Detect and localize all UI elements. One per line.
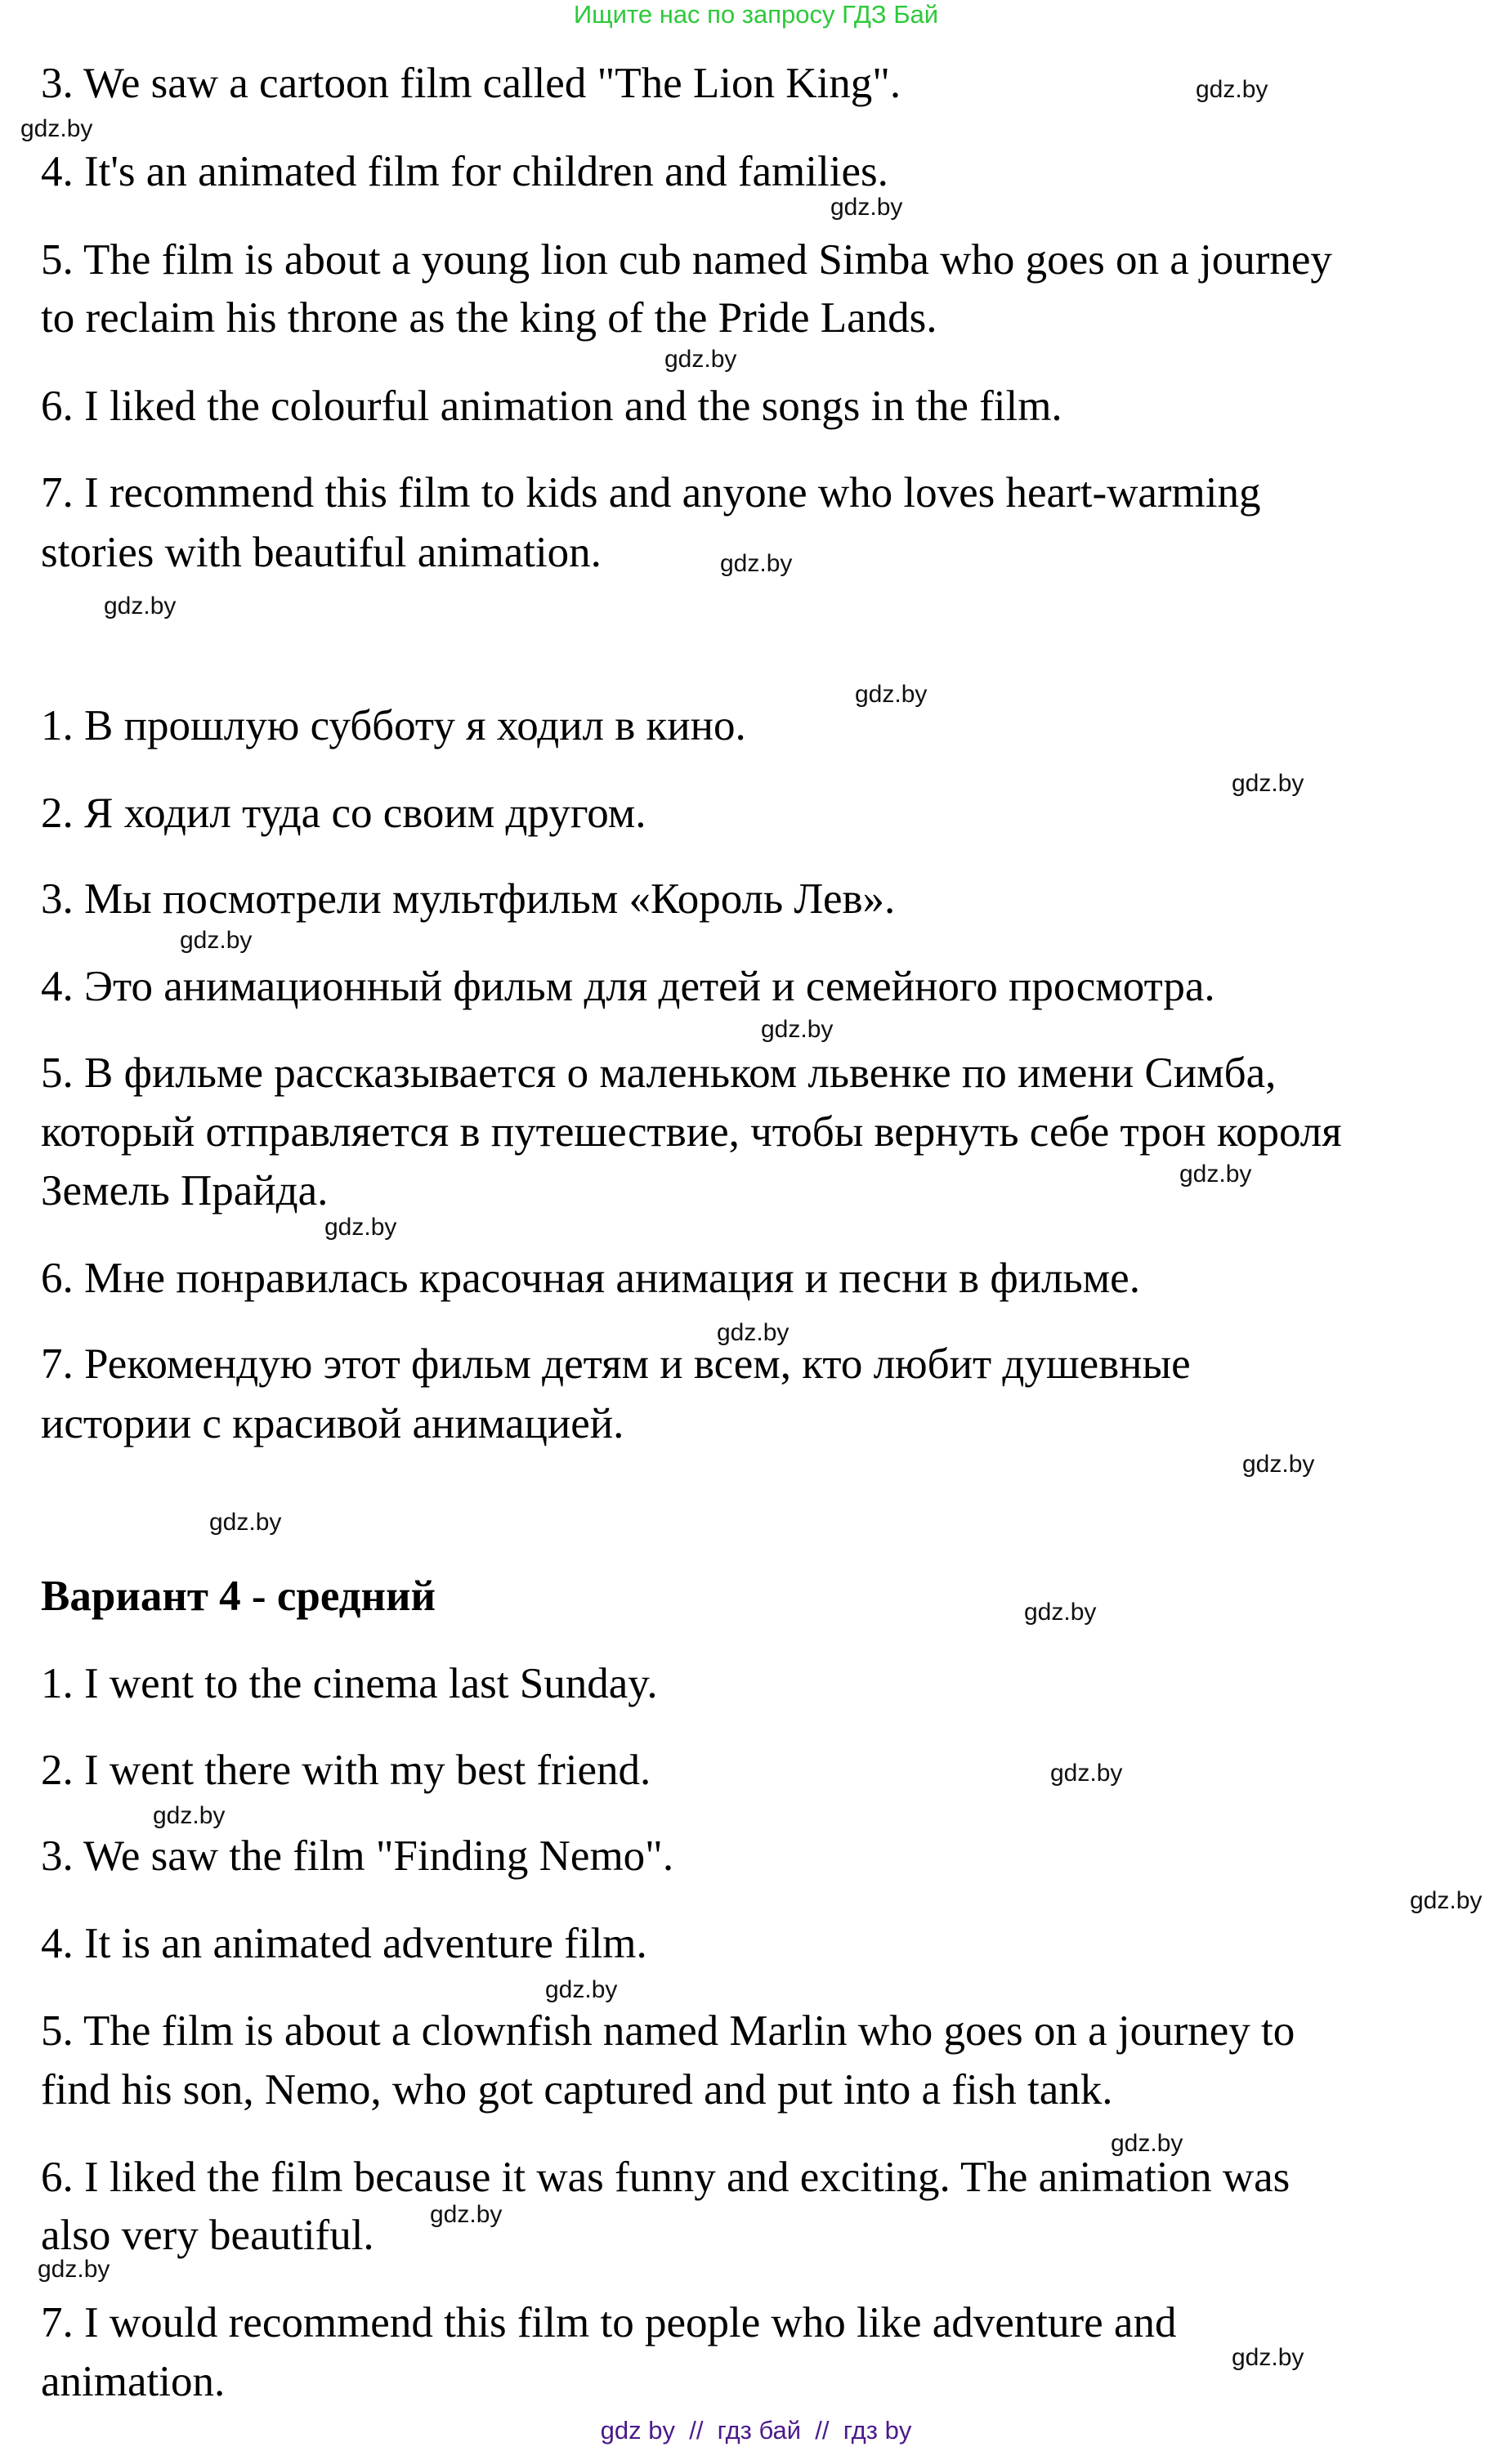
text-line: 7. I would recommend this film to people who like adventure and	[41, 2299, 1177, 2346]
text-line: 7. Рекомендую этот фильм детям и всем, кто любит душевные	[41, 1340, 1191, 1388]
text-line: 6. I liked the colourful animation and the songs in the film.	[41, 382, 1062, 430]
text-line: 4. It's an animated film for children and families.	[41, 148, 888, 195]
watermark: gdz.by	[180, 927, 253, 954]
text-line: animation.	[41, 2358, 226, 2405]
watermark: gdz.by	[1232, 2344, 1304, 2371]
watermark: gdz.by	[545, 1976, 618, 2003]
text-line: 1. I went to the cinema last Sunday.	[41, 1660, 658, 1707]
text-line: stories with beautiful animation.	[41, 529, 602, 576]
watermark: gdz.by	[104, 593, 177, 620]
watermark: gdz.by	[324, 1214, 397, 1241]
watermark: gdz.by	[761, 1016, 834, 1043]
footer-links[interactable]: gdz by // гдз бай // гдз by	[600, 2416, 912, 2445]
text-line: 5. В фильме рассказывается о маленьком львенке по имени Симба,	[41, 1049, 1277, 1097]
watermark: gdz.by	[1242, 1451, 1315, 1478]
text-line: 5. The film is about a young lion cub named Simba who goes on a journey	[41, 236, 1332, 284]
text-line: 1. В прошлую субботу я ходил в кино.	[41, 702, 746, 749]
section-heading: Вариант 4 - средний	[41, 1572, 436, 1620]
text-line: 7. I recommend this film to kids and anyone who loves heart-warming	[41, 469, 1261, 517]
watermark: gdz.by	[1410, 1887, 1483, 1914]
watermark: gdz.by	[1179, 1161, 1252, 1188]
watermark: gdz.by	[1050, 1760, 1123, 1787]
text-line: 2. Я ходил туда со своим другом.	[41, 790, 646, 837]
text-line: 6. Мне понравилась красочная анимация и песни в фильме.	[41, 1255, 1140, 1302]
text-line: 2. I went there with my best friend.	[41, 1747, 651, 1794]
watermark: gdz.by	[430, 2201, 503, 2228]
watermark: gdz.by	[209, 1509, 282, 1536]
watermark: gdz.by	[720, 550, 793, 577]
watermark: gdz.by	[1196, 76, 1268, 103]
watermark: gdz.by	[38, 2256, 110, 2283]
watermark: gdz.by	[1024, 1599, 1097, 1626]
text-line: find his son, Nemo, who got captured and put into a fish tank.	[41, 2066, 1113, 2114]
watermark: gdz.by	[717, 1319, 790, 1346]
text-line: истории с красивой анимацией.	[41, 1400, 624, 1447]
text-line: 4. Это анимационный фильм для детей и семейного просмотра.	[41, 963, 1215, 1010]
watermark: gdz.by	[1111, 2130, 1183, 2157]
text-line: Земель Прайда.	[41, 1167, 329, 1215]
text-line: to reclaim his throne as the king of the Pride Lands.	[41, 294, 937, 342]
text-line: 3. We saw a cartoon film called "The Lion King".	[41, 60, 901, 107]
watermark: gdz.by	[1232, 770, 1304, 797]
watermark: gdz.by	[830, 194, 903, 221]
text-line: который отправляется в путешествие, чтобы вернуть себе трон короля	[41, 1108, 1342, 1156]
text-line: also very beautiful.	[41, 2212, 374, 2259]
text-line: 4. It is an animated adventure film.	[41, 1920, 647, 1967]
watermark: gdz.by	[855, 681, 928, 708]
watermark: gdz.by	[20, 115, 93, 142]
watermark: gdz.by	[153, 1802, 226, 1829]
watermark: gdz.by	[664, 346, 737, 373]
text-line: 5. The film is about a clownfish named Marlin who goes on a journey to	[41, 2007, 1295, 2055]
text-line: 3. Мы посмотрели мультфильм «Король Лев».	[41, 875, 896, 923]
promo-header: Ищите нас по запросу ГДЗ Бай	[573, 0, 939, 29]
text-line: 6. I liked the film because it was funny and exciting. The animation was	[41, 2154, 1291, 2201]
text-line: 3. We saw the film "Finding Nemo".	[41, 1832, 674, 1880]
